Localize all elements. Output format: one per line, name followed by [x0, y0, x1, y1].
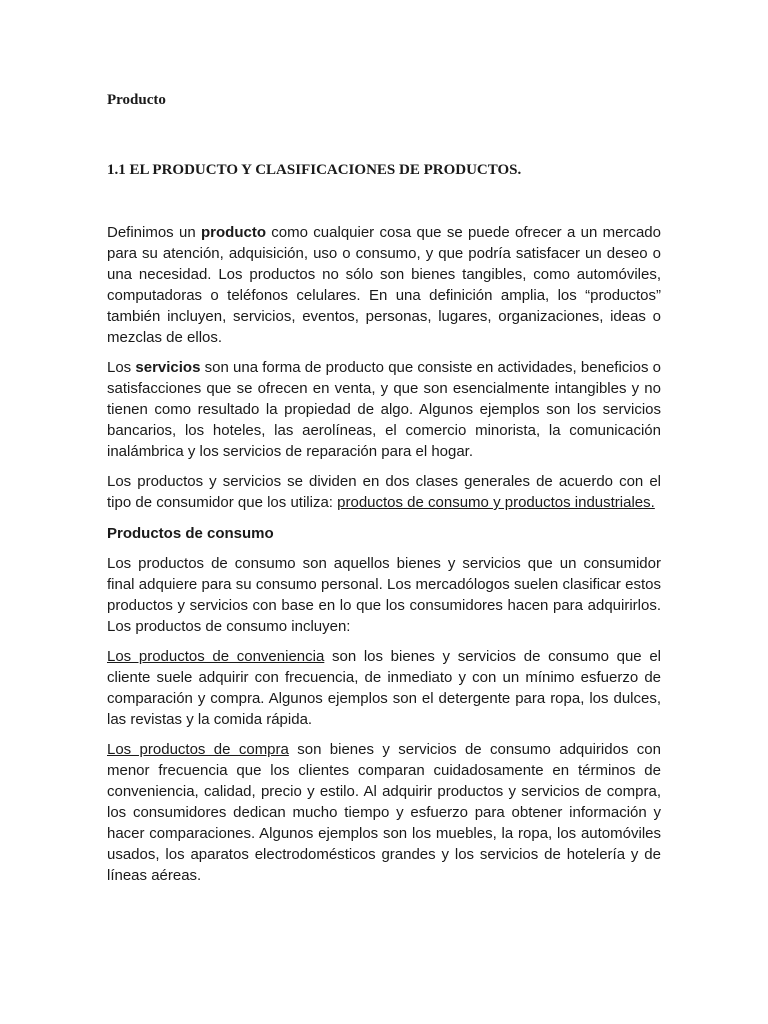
paragraph-definition: [107, 222, 661, 348]
paragraph-text: Definimos un: [107, 224, 201, 241]
paragraph-text: Los productos y servicios se dividen en dos clases generales de acuerdo con el tipo de consumidor que los utiliza:: [107, 473, 661, 511]
paragraph-compra: [107, 739, 661, 886]
paragraph-clases: [107, 471, 661, 513]
bold-term-producto: producto: [201, 224, 266, 241]
section-title: 1.1 EL PRODUCTO Y CLASIFICACIONES DE PRODUCTOS.: [107, 162, 522, 178]
heading-productos-de-consumo: Productos de consumo: [107, 525, 274, 542]
paragraph-text: son bienes y servicios de consumo adquiridos con menor frecuencia que los clientes comparan cuidadosamente en términos de conveniencia, calidad, precio y estilo. Al adquirir productos y servicios de compra, los consumidores dedican mucho tiempo y esfuerzo para obtener información y hacer comparaciones. Algunos ejemplos son los muebles, la ropa, los automóviles usados, los aparatos electrodomésticos grandes y los servicios de hotelería y de líneas aéreas.: [107, 741, 661, 884]
paragraph-text: como cualquier cosa que se puede ofrecer a un mercado para su atención, adquisición, uso o consumo, y que podría satisfacer un deseo o una necesidad. Los productos no sólo son bienes tangibles, como automóviles, computadoras o teléfonos celulares. En una definición amplia, los “productos” también incluyen, servicios, eventos, personas, lugares, organizaciones, ideas o mezclas de ellos.: [107, 224, 661, 346]
document-body: [107, 88, 661, 886]
paragraph-servicios: [107, 357, 661, 462]
underlined-clases: productos de consumo y productos industriales.: [337, 494, 655, 511]
paragraph-text: Los: [107, 359, 136, 376]
bold-term-servicios: servicios: [135, 359, 201, 376]
paragraph-text: son los bienes y servicios de consumo que el cliente suele adquirir con frecuencia, de inmediato y con un mínimo esfuerzo de comparación y compra. Algunos ejemplos son el detergente para ropa, los dulces, las revistas y la comida rápida.: [107, 648, 661, 728]
paragraph-text: son una forma de producto que consiste en actividades, beneficios o satisfacciones que se ofrecen en venta, y que son esencialmente intangibles y no tienen como resultado la propiedad de algo. Algunos ejemplos son los servicios bancarios, los hoteles, las aerolíneas, el comercio minorista, la comunicación inalámbrica y los servicios de reparación para el hogar.: [107, 359, 662, 460]
page-title: Producto: [107, 92, 166, 108]
underlined-conveniencia: Los productos de conveniencia: [107, 648, 325, 665]
paragraph-conveniencia: [107, 646, 661, 730]
paragraph-consumo: Los productos de consumo son aquellos bienes y servicios que un consumidor final adquiere para su consumo personal. Los mercadólogos suelen clasificar estos productos y servicios con base en lo que los consumidores hacen para adquirirlos. Los productos de consumo incluyen:: [107, 555, 661, 635]
underlined-compra: Los productos de compra: [107, 741, 289, 758]
